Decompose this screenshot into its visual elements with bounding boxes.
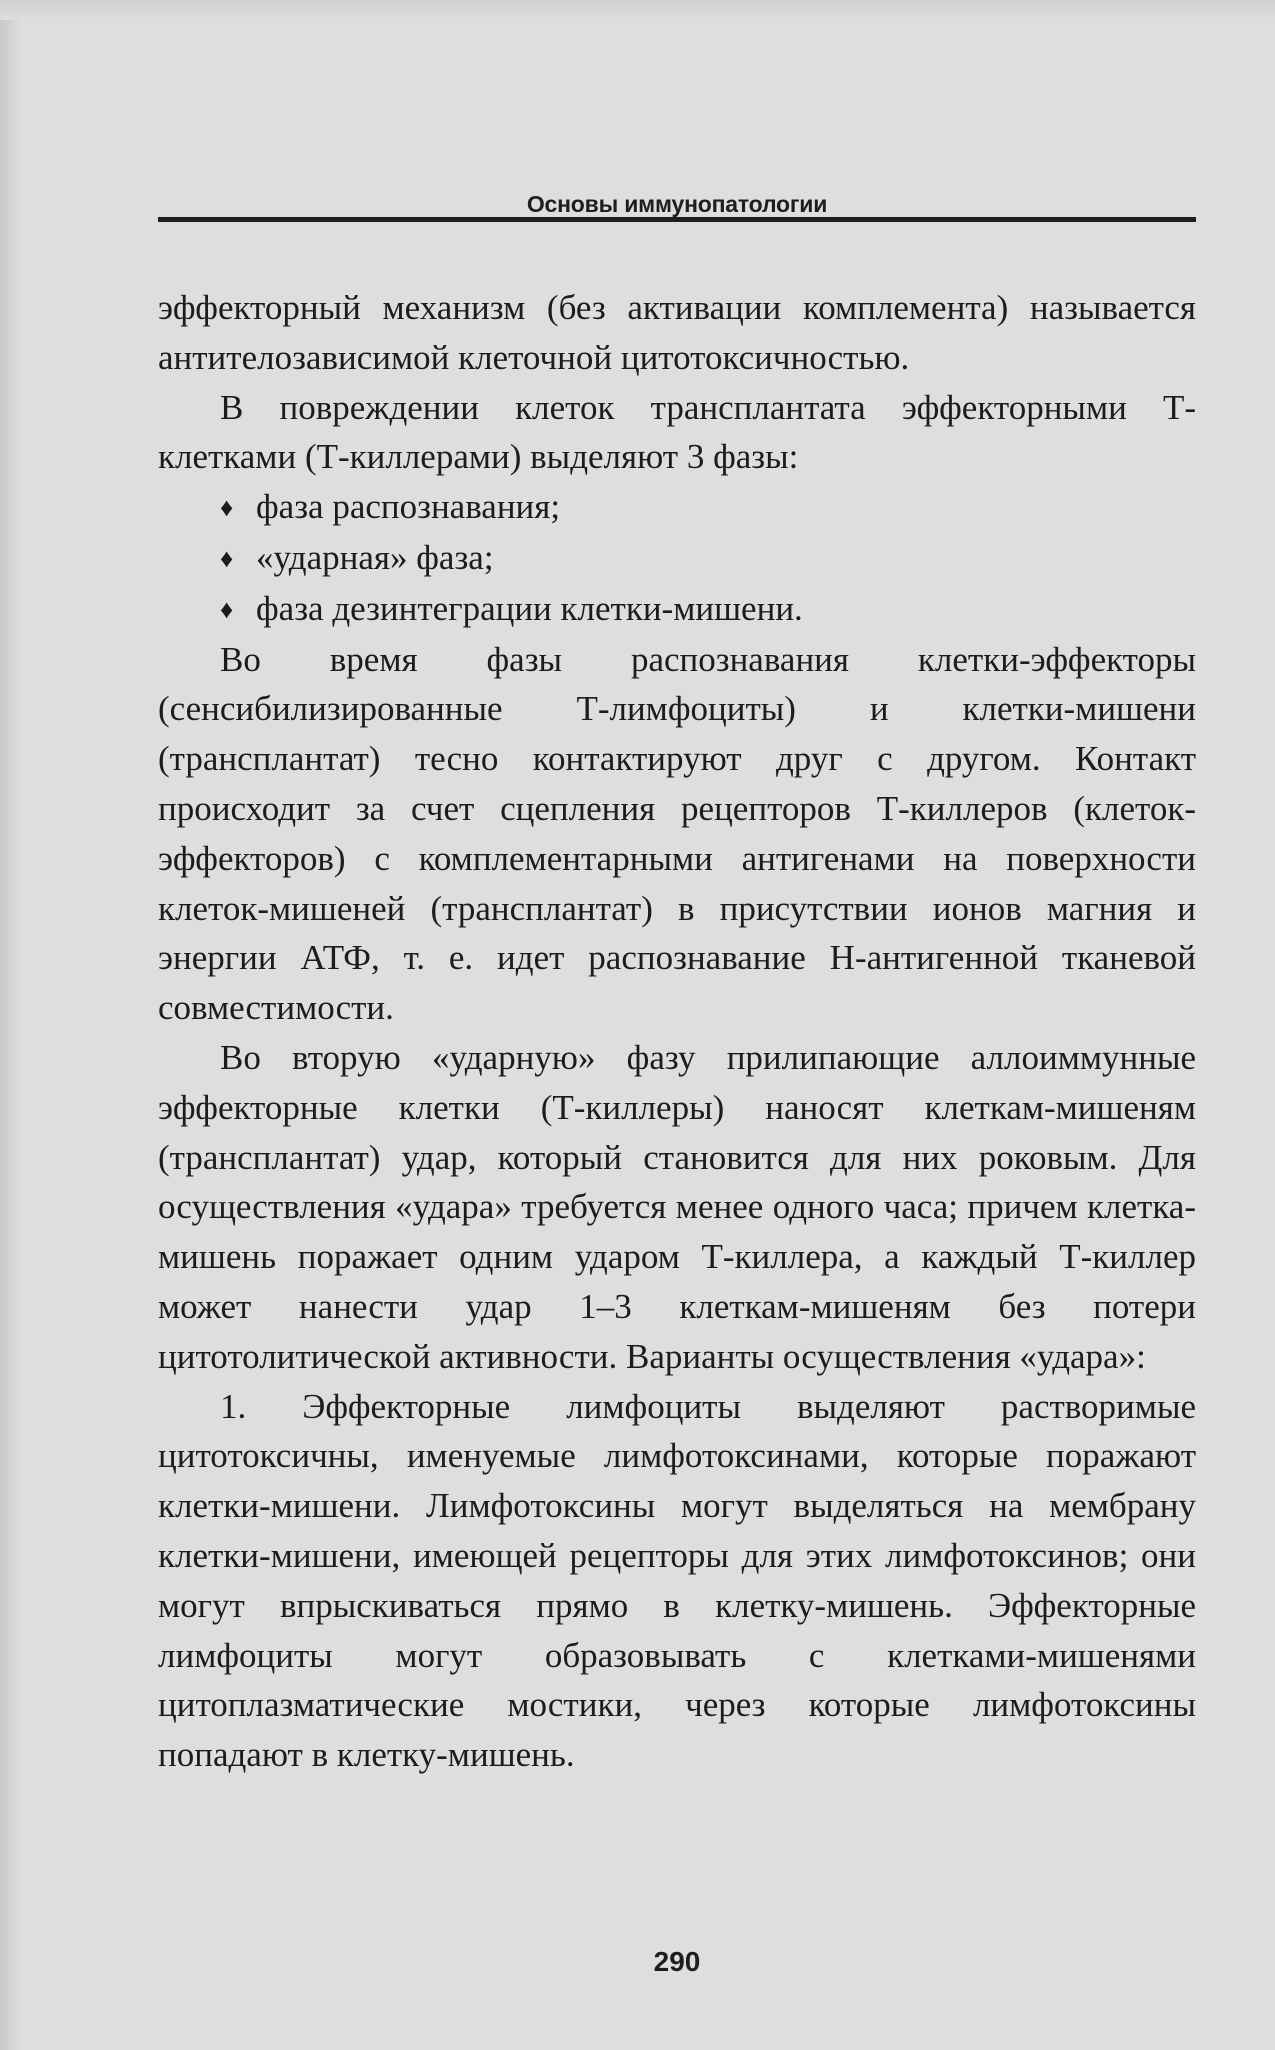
list-item-text: «ударная» фаза; — [256, 537, 494, 577]
phases-list — [158, 482, 1196, 634]
header-rule — [158, 217, 1196, 222]
diamond-bullet-icon: ♦ — [220, 543, 234, 573]
list-item — [220, 533, 1196, 584]
paragraph-2: В повреждении клеток трансплантата эффекторными Т-клетками (Т-киллерами) выделяют 3 фазы: — [158, 387, 1196, 477]
list-item-text: фаза распознавания; — [256, 487, 561, 527]
paragraph-5: 1. Эффекторные лимфоциты выделяют растворимые цитотоксичны, именуемые лимфотоксинами, которые поражают клетки-мишени. Лимфотоксины могут выделяться на мембрану клетки-мишени, имеющей рецепторы для этих лимфотоксинов; они могут впрыскиваться прямо в клетку-мишень. Эффекторные лимфоциты могут образовывать с клетками-мишенями цитоплазматические мостики, через которые лимфотоксины попадают в клетку-мишень. — [158, 1386, 1196, 1775]
page-edge-shadow-left — [0, 0, 22, 2050]
diamond-bullet-icon: ♦ — [220, 493, 234, 523]
list-item — [220, 482, 1196, 533]
page-number: 290 — [653, 1946, 701, 1977]
main-text — [158, 283, 1196, 1780]
paragraph-3: Во время фазы распознавания клетки-эффекторы (сенсибилизированные Т-лимфоциты) и клетки-мишени (трансплантат) тесно контактируют друг с другом. Контакт происходит за счет сцепления рецепторов Т-киллеров (клеток-эффекторов) с комплементарными антигенами на поверхности клеток-мишеней (трансплантат) в присутствии ионов магния и энергии АТФ, т. е. идет распознавание Н-антигенной тканевой совместимости. — [158, 639, 1196, 1028]
running-title: Основы иммунопатологии — [526, 191, 828, 217]
page-edge-shadow-top — [0, 0, 1275, 20]
list-item-text: фаза дезинтеграции клетки-мишени. — [256, 588, 803, 628]
paragraph-1: эффекторный механизм (без активации комплемента) называется антителозависимой клеточной цитотоксичностью. — [158, 288, 1196, 377]
list-item — [220, 584, 1196, 635]
diamond-bullet-icon: ♦ — [220, 594, 234, 624]
paragraph-4: Во вторую «ударную» фазу прилипающие аллоиммунные эффекторные клетки (Т-киллеры) наносят клеткам-мишеням (трансплантат) удар, который становится для них роковым. Для осуществления «удара» требуется менее одного часа; причем клетка-мишень поражает одним ударом Т-киллера, а каждый Т-киллер может нанести удар 1–3 клеткам-мишеням без потери цитотолитической активности. Варианты осуществления «удара»: — [158, 1037, 1196, 1376]
